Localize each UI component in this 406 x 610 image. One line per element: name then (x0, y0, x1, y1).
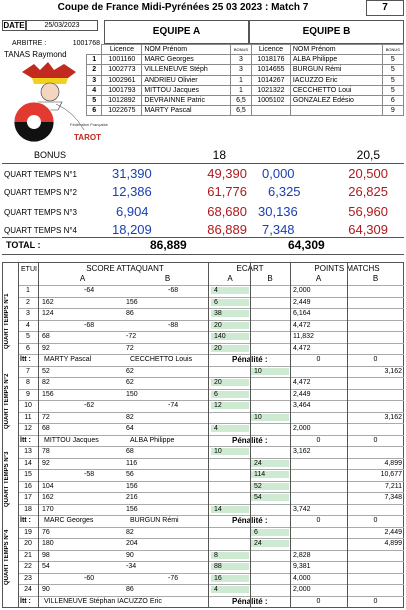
date-value: 25/03/2023 (26, 20, 98, 31)
date-label: DATE (3, 21, 25, 30)
penalty-left-name: MARTY Pascal (44, 356, 92, 363)
score-a1: 156 (42, 390, 54, 398)
col-name-b: NOM Prénom (290, 45, 382, 55)
quarter-2-a-total: 61,776 (207, 184, 247, 199)
deal-number: 1 (26, 287, 30, 294)
penalty-a: 0 (316, 597, 321, 605)
ecart-a: 14 (211, 506, 249, 513)
ecart-a: 6 (211, 299, 249, 306)
col-score-b: B (164, 274, 171, 283)
col-etui: ETUI (21, 266, 37, 273)
column-divider (38, 262, 39, 608)
score-b1: -34 (126, 563, 137, 570)
score-a1: 68 (42, 333, 50, 340)
ecart-a: 16 (211, 575, 249, 582)
quarter-4-b-points: 7,348 (262, 222, 295, 237)
points-b: 2,449 (384, 528, 402, 536)
player-row: 4 1001793 MITTOU Jacques 1 1021322 CECCHETTO Loui 5 (87, 85, 404, 95)
points-b: 7,211 (385, 482, 402, 490)
deal-number: 18 (24, 505, 32, 513)
penalty-right-name: CECCHETTO Louis (130, 356, 193, 363)
penalty-left-name: MARC Georges (44, 517, 94, 524)
col-licence-b: Licence (252, 45, 291, 55)
points-a: 3,464 (293, 402, 311, 409)
points-a: 9,381 (293, 563, 311, 570)
deal-number: 15 (24, 471, 32, 478)
score-b1: -72 (126, 333, 137, 340)
penalty-label: Pénalité : (232, 596, 268, 606)
points-a: 2,000 (293, 586, 311, 593)
team-a-header: EQUIPE A (104, 20, 249, 44)
quarter-2-a-points: 12,386 (112, 184, 152, 199)
penalty-label: Pénalité : (232, 516, 268, 525)
col-name-a: NOM Prénom (142, 45, 231, 55)
deal-number: 11 (24, 413, 32, 421)
match-number: 7 (366, 0, 404, 16)
points-a: 2,000 (293, 287, 311, 294)
player-row: 1 1001160 MARC Georges 3 1018176 ALBA Philippe 5 (87, 55, 404, 65)
penalty-b: 0 (373, 436, 378, 444)
ecart-a: 38 (211, 310, 249, 317)
points-a: 2,000 (293, 425, 311, 432)
quarter-label-1: QUART TEMPS N°1 (4, 170, 77, 179)
score-a1: 90 (42, 586, 50, 593)
ecart-a: 4 (211, 287, 249, 294)
score-a1: 72 (42, 413, 50, 421)
players-table (86, 44, 404, 116)
column-divider (250, 262, 251, 608)
score-a1: 52 (42, 367, 50, 375)
score-b1: 56 (126, 471, 134, 478)
svg-text:TAROT: TAROT (74, 133, 101, 142)
col-bonus-b: BONUS (382, 45, 403, 55)
sheet-title: Coupe de France Midi-Pyrénées 25 03 2023 : Match 7 (57, 2, 309, 13)
score-a1: 98 (42, 551, 50, 559)
points-a: 4,472 (293, 344, 311, 352)
points-a: 4,472 (293, 379, 311, 386)
quarter-label-2: QUART TEMPS N°2 (4, 188, 77, 197)
penalty-row: ltt : MARTY Pascal CECCHETTO Louis Pénalité : 0 0 (18, 354, 404, 366)
ecart-a: 8 (211, 552, 249, 559)
ecart-a: 20 (211, 345, 249, 352)
score-b1: 156 (126, 482, 138, 490)
points-b: 7,348 (384, 494, 402, 501)
ecart-a: 4 (211, 586, 249, 593)
ecart-a: 4 (211, 425, 249, 432)
points-b: 4,899 (384, 459, 402, 467)
referee-label: ARBITRE : (12, 40, 47, 47)
points-a: 3,742 (293, 505, 311, 513)
quarter-3-b-total: 56,960 (348, 204, 388, 219)
points-b: 4,899 (384, 540, 402, 547)
col-points-matchs: POINTS MATCHS (314, 264, 380, 273)
score-a1: 104 (42, 482, 54, 490)
col-score-attaquant: SCORE ATTAQUANT (86, 264, 164, 273)
deal-number: 23 (24, 574, 32, 582)
ecart-a: 12 (211, 402, 249, 409)
quarter-1-a-points: 31,390 (112, 166, 152, 181)
score-a1: 76 (42, 528, 50, 536)
penalty-label: Pénalité : (232, 355, 268, 364)
points-a: 3,162 (293, 448, 311, 455)
quarter-3-b-points: 30,136 (258, 204, 298, 219)
points-b: 3,162 (384, 413, 402, 421)
score-a2: -62 (84, 402, 95, 409)
referee-id: 1001768 (72, 40, 100, 47)
deal-number: 21 (24, 551, 32, 559)
points-a: 6,164 (293, 310, 311, 317)
ecart-a: 140 (211, 333, 249, 340)
ecart-b: 10 (251, 414, 289, 421)
column-divider (290, 262, 291, 608)
col-licence-a: Licence (102, 45, 142, 55)
quarter-1-b-points: 0,000 (262, 166, 295, 181)
score-b1: 86 (126, 310, 134, 317)
penalty-left-name: MITTOU Jacques (44, 436, 99, 444)
ecart-b: 6 (251, 529, 289, 536)
deal-number: 13 (24, 448, 32, 455)
penalty-b: 0 (373, 597, 378, 605)
deal-number: 20 (24, 540, 32, 547)
penalty-a: 0 (316, 517, 321, 524)
score-a1: 82 (42, 379, 50, 386)
ecart-b: 24 (251, 460, 289, 467)
score-a1: 68 (42, 425, 50, 432)
col-score-a: A (79, 274, 86, 283)
team-b-header: EQUIPE B (249, 20, 404, 44)
penalty-left-name: VILLENEUVE Stéphan IACUZZO Eric (44, 597, 162, 605)
score-b2: -76 (168, 574, 179, 582)
penalty-b: 0 (373, 356, 378, 363)
penalty-row: ltt : MITTOU Jacques ALBA Philippe Pénalité : 0 0 (18, 435, 404, 447)
deal-number: 9 (26, 390, 30, 398)
points-b: 10,677 (380, 471, 402, 478)
points-a: 4,472 (293, 321, 311, 329)
penalty-label: Pénalité : (232, 435, 268, 445)
quarter-vertical-4: QUART TEMPS N°4 (4, 529, 10, 585)
ecart-b: 54 (251, 494, 289, 501)
svg-text:Fédération Française: Fédération Française (70, 122, 108, 127)
points-a: 4,000 (293, 574, 311, 582)
score-b1: 150 (126, 390, 138, 398)
ecart-b: 10 (251, 368, 289, 375)
score-a1: 124 (42, 310, 54, 317)
ecart-a: 10 (211, 448, 249, 455)
deal-number: 12 (24, 425, 32, 432)
score-a1: 92 (42, 459, 50, 467)
score-a1: 180 (42, 540, 54, 547)
ecart-b: 24 (251, 540, 289, 547)
ecart-a: 6 (211, 391, 249, 398)
column-divider (18, 262, 19, 608)
quarter-1-b-total: 20,500 (348, 166, 388, 181)
deal-number: 2 (26, 298, 30, 306)
penalty-a: 0 (316, 436, 321, 444)
total-label: TOTAL : (6, 240, 41, 250)
bonus-label: BONUS (34, 150, 67, 160)
score-b1: 90 (126, 551, 134, 559)
deal-number: 24 (24, 586, 32, 593)
deal-number: 8 (26, 379, 30, 386)
score-b2: -68 (168, 287, 179, 294)
score-a2: -60 (84, 574, 95, 582)
col-points-a: A (315, 274, 322, 283)
score-b1: 156 (126, 505, 138, 513)
score-b1: 62 (126, 367, 134, 375)
quarter-4-a-total: 86,889 (207, 222, 247, 237)
player-row: 5 1012892 DEVRAINNE Patric 6,5 1005102 GONZALEZ Edésio 6 (87, 95, 404, 105)
deal-number: 16 (24, 482, 32, 490)
quarter-vertical-1: QUART TEMPS N°1 (4, 293, 10, 349)
penalty-right-name: ALBA Philippe (130, 436, 175, 444)
quarter-2-b-total: 26,825 (348, 184, 388, 199)
penalty-row: ltt : MARC Georges BURGUN Rémi Pénalité : 0 0 (18, 515, 404, 527)
score-a1: 78 (42, 448, 50, 455)
deal-number: 17 (24, 494, 32, 501)
score-a2: -64 (84, 287, 95, 294)
score-a1: 170 (42, 505, 54, 513)
score-b1: 72 (126, 344, 134, 352)
score-a1: 54 (42, 563, 50, 570)
deal-number: 19 (24, 528, 32, 536)
referee-name: TANAS Raymond (4, 50, 67, 59)
ecart-a: 20 (211, 322, 249, 329)
deal-number: 22 (24, 563, 32, 570)
penalty-a: 0 (316, 356, 321, 363)
col-bonus-a: BONUS (230, 45, 251, 55)
quarter-vertical-3: QUART TEMPS N°3 (4, 451, 10, 507)
ecart-b: 52 (251, 483, 289, 490)
player-row: 3 1002961 ANDRIEU Olivier 1 1014267 IACUZZO Eric 5 (87, 75, 404, 85)
score-a1: 162 (42, 494, 54, 501)
ecart-a: 88 (211, 563, 249, 570)
col-ecart-a: A (227, 274, 233, 283)
deal-number: 4 (26, 321, 30, 329)
bonus-b: 20,5 (356, 148, 380, 162)
quarter-2-b-points: 6,325 (268, 184, 301, 199)
score-b1: 64 (126, 425, 134, 432)
score-b1: 82 (126, 528, 134, 536)
points-a: 2,828 (293, 551, 311, 559)
score-b1: 62 (126, 379, 134, 386)
quarter-label-4: QUART TEMPS N°4 (4, 226, 77, 235)
score-a1: 162 (42, 298, 54, 306)
score-b2: -88 (168, 321, 179, 329)
penalty-b: 0 (373, 517, 378, 524)
score-b2: -74 (168, 402, 179, 409)
col-points-b: B (372, 274, 379, 283)
score-b1: 68 (126, 448, 134, 455)
total-a: 86,889 (150, 238, 187, 252)
ecart-b: 114 (251, 471, 289, 478)
quarter-4-a-points: 18,209 (112, 222, 152, 237)
quarter-vertical-2: QUART TEMPS N°2 (4, 373, 10, 429)
total-b: 64,309 (288, 238, 325, 252)
quarter-3-a-total: 68,680 (207, 204, 247, 219)
quarter-3-a-points: 6,904 (116, 204, 149, 219)
score-b1: 86 (126, 586, 134, 593)
player-row: 6 1022675 MARTY Pascal 6,5 9 (87, 106, 404, 116)
deal-number: 6 (26, 344, 30, 352)
bonus-a: 18 (212, 148, 226, 162)
score-b1: 116 (126, 459, 138, 467)
score-a1: 92 (42, 344, 50, 352)
deal-number: 3 (26, 310, 30, 317)
deal-number: 10 (24, 402, 32, 409)
deal-number: 5 (26, 333, 30, 340)
score-a2: -58 (84, 471, 95, 478)
ecart-a: 20 (211, 379, 249, 386)
score-b1: 82 (126, 413, 134, 421)
penalty-right-name: BURGUN Rémi (130, 517, 179, 524)
column-divider (347, 262, 348, 608)
score-a2: -68 (84, 321, 95, 329)
deal-number: 14 (24, 459, 32, 467)
score-b1: 204 (126, 540, 138, 547)
points-a: 11,832 (293, 333, 314, 340)
column-divider (208, 262, 209, 608)
score-b1: 216 (126, 494, 138, 501)
points-a: 2,449 (293, 298, 311, 306)
points-a: 2,449 (293, 390, 311, 398)
player-row: 2 1002773 VILLENEUVE Stéph 3 1014655 BURGUN Rémi 5 (87, 65, 404, 75)
points-b: 3,162 (384, 367, 402, 375)
score-b1: 156 (126, 298, 138, 306)
deal-number: 7 (26, 367, 30, 375)
col-ecart-b: B (267, 274, 273, 283)
quarter-1-a-total: 49,390 (207, 166, 247, 181)
quarter-label-3: QUART TEMPS N°3 (4, 208, 77, 217)
quarter-4-b-total: 64,309 (348, 222, 388, 237)
col-ecart: ECART (236, 264, 264, 273)
penalty-row: ltt : VILLENEUVE Stéphan IACUZZO Eric Pénalité : 0 0 (18, 596, 404, 608)
